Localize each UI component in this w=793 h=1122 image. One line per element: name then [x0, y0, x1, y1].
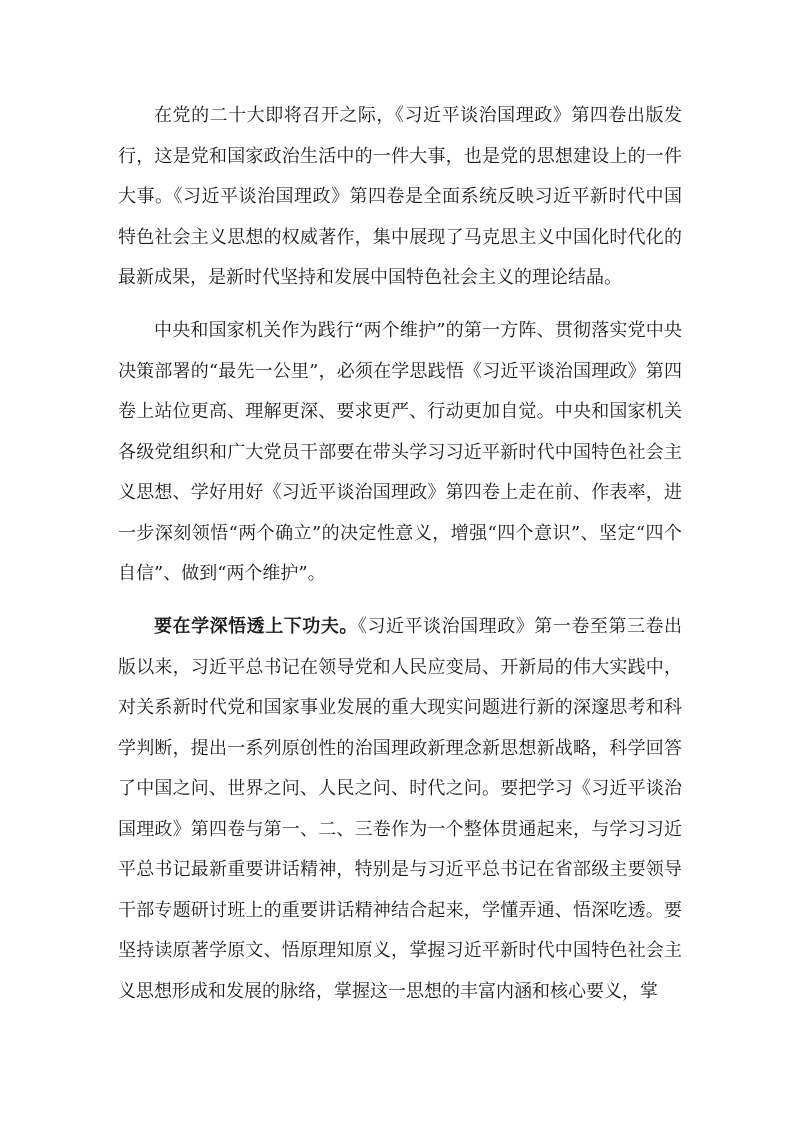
paragraph-text: 《习近平谈治国理政》第一卷至第三卷出版以来，习近平总书记在领导党和人民应变局、开新局的伟大实践中，对关系新时代党和国家事业发展的重大现实问题进行新的深邃思考和科学判断，提出一系列原创性的治国理政新理念新思想新战略，科学回答了中国之问、世界之问、人民之问、时代之问。要把学习《习近平谈治国理政》第四卷与第一、二、三卷作为一个整体贯通起来，与学习习近平总书记最新重要讲话精神，特别是与习近平总书记在省部级主要领导干部专题研讨班上的重要讲话精神结合起来，学懂弄通、悟深吃透。要坚持读原著学原文、悟原理知原义，掌握习近平新时代中国特色社会主义思想形成和发展的脉络，掌握这一思想的丰富内涵和核心要义，掌: [118, 616, 683, 1002]
paragraph-intro: [118, 96, 682, 299]
paragraph-central-organs: [118, 311, 682, 595]
paragraph-lead-heading: 要在学深悟透上下功夫。: [154, 616, 358, 637]
paragraph-study-deeply: [118, 607, 682, 1012]
paragraph-text: 在党的二十大即将召开之际，《习近平谈治国理政》第四卷出版发行，这是党和国家政治生活中的一件大事，也是党的思想建设上的一件大事。《习近平谈治国理政》第四卷是全面系统反映习近平新时代中国特色社会主义思想的权威著作，集中展现了马克思主义中国化时代化的最新成果，是新时代坚持和发展中国特色社会主义的理论结晶。: [118, 105, 682, 288]
document-body: [118, 96, 682, 1012]
paragraph-text: 中央和国家机关作为践行“两个维护”的第一方阵、贯彻落实党中央决策部署的“最先一公里”，必须在学思践悟《习近平谈治国理政》第四卷上站位更高、理解更深、要求更严、行动更加自觉。中央和国家机关各级党组织和广大党员干部要在带头学习习近平新时代中国特色社会主义思想、学好用好《习近平谈治国理政》第四卷上走在前、作表率，进一步深刻领悟“两个确立”的决定性意义，增强“四个意识”、坚定“四个自信”、做到“两个维护”。: [118, 320, 682, 584]
